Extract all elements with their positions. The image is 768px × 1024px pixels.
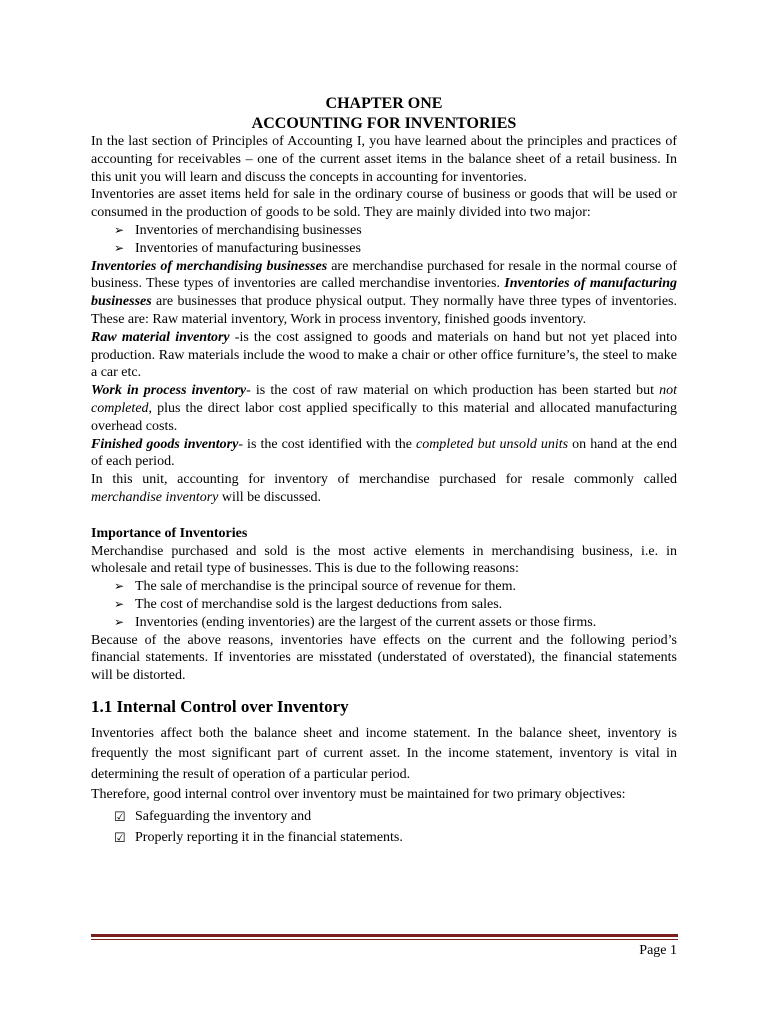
importance-conclusion: Because of the above reasons, inventories have effects on the current and the following period’s financial statements. If inventories are misstated (understated of overstated), the financial statements will be distorted. xyxy=(91,632,677,684)
importance-heading: Importance of Inventories xyxy=(91,525,248,541)
merchandising-definition: Inventories of merchandising businesses are merchandise purchased for resale in the normal course of business. These types of inventories are called merchandise inventories. Inventories of manufacturing businesses are businesses that produce physical output. They normally have three types of inventories. These are: Raw material inventory, Work in process inventory, finished goods inventory. xyxy=(91,258,677,327)
objectives-intro: Therefore, good internal control over inventory must be maintained for two primary objectives: xyxy=(91,787,626,803)
term-raw-material: Raw material inventory xyxy=(91,329,230,345)
checkbox-bullet-icon: ☑ xyxy=(114,830,126,846)
page-number: Page 1 xyxy=(639,943,677,958)
definition-paragraph: Inventories are asset items held for sale in the ordinary course of business or goods that will be used or consumed in the production of goods to be sold. They are mainly divided into two major: xyxy=(91,187,677,221)
raw-material-definition: Raw material inventory -is the cost assigned to goods and materials on hand but not yet placed into production. Raw materials include the wood to make a chair or other office furniture’s, the steel to make a car etc. xyxy=(91,329,677,381)
section-body xyxy=(91,724,677,806)
main-content xyxy=(91,94,677,849)
list-item: ➢ The sale of merchandise is the principal source of revenue for them. xyxy=(114,579,516,595)
term-manufacturing: Inventories of manufacturing businesses xyxy=(91,276,677,310)
list-item: ➢ Inventories of merchandising businesses xyxy=(114,222,362,238)
list-item: ➢ Inventories of manufacturing businesses xyxy=(114,240,361,256)
section-heading: 1.1 Internal Control over Inventory xyxy=(91,696,349,716)
unit-scope-paragraph: In this unit, accounting for inventory of merchandise purchased for resale commonly called merchandise inventory will be discussed. xyxy=(91,472,677,505)
finished-goods-definition: Finished goods inventory- is the cost identified with the completed but unsold units on hand at the end of each period. xyxy=(91,436,677,470)
reasons-list xyxy=(91,578,677,631)
term-finished-goods: Finished goods inventory xyxy=(91,436,239,452)
list-item: ➢ Inventories (ending inventories) are the largest of the current assets or those firms. xyxy=(114,614,597,630)
checkbox-bullet-icon: ☑ xyxy=(114,808,126,824)
arrow-bullet-icon: ➢ xyxy=(114,614,125,629)
chapter-header xyxy=(91,94,677,133)
objectives-list xyxy=(91,806,677,849)
list-item: ☑ Safeguarding the inventory and xyxy=(114,806,677,828)
list-item: ☑ Properly reporting it in the financial statements. xyxy=(114,827,677,849)
arrow-bullet-icon: ➢ xyxy=(114,596,125,611)
arrow-bullet-icon: ➢ xyxy=(114,579,125,594)
importance-intro: Merchandise purchased and sold is the most active elements in merchandising business, i.e. in wholesale and retail type of businesses. This is due to the following reasons: xyxy=(91,543,677,577)
spacer xyxy=(91,507,677,525)
wip-definition: Work in process inventory- is the cost of raw material on which production has been started but not completed, plus the direct labor cost applied specifically to this material and allocated manufacturing overhead costs. xyxy=(91,383,677,434)
arrow-bullet-icon: ➢ xyxy=(114,222,125,237)
arrow-bullet-icon: ➢ xyxy=(114,240,125,255)
inventory-types-list xyxy=(91,222,677,258)
term-merchandising: Inventories of merchandising businesses xyxy=(91,258,328,274)
list-item: ➢ The cost of merchandise sold is the largest deductions from sales. xyxy=(114,596,503,612)
intro-paragraph: In the last section of Principles of Accounting I, you have learned about the principles and practices of accounting for receivables – one of the current asset items in the balance sheet of a retail business. In this unit you will learn and discuss the concepts in accounting for inventories. xyxy=(91,134,677,185)
chapter-title: ACCOUNTING FOR INVENTORIES xyxy=(251,114,517,132)
footer-rule-thin xyxy=(91,939,678,940)
internal-control-paragraph: Inventories affect both the balance sheet and income statement. In the balance sheet, inventory is frequently the most significant part of current asset. In the income statement, inventory is vital in determining the result of operation of a particular period. xyxy=(91,725,677,782)
term-wip: Work in process inventory xyxy=(91,383,247,399)
footer-rule xyxy=(91,934,678,937)
chapter-number: CHAPTER ONE xyxy=(325,95,443,112)
